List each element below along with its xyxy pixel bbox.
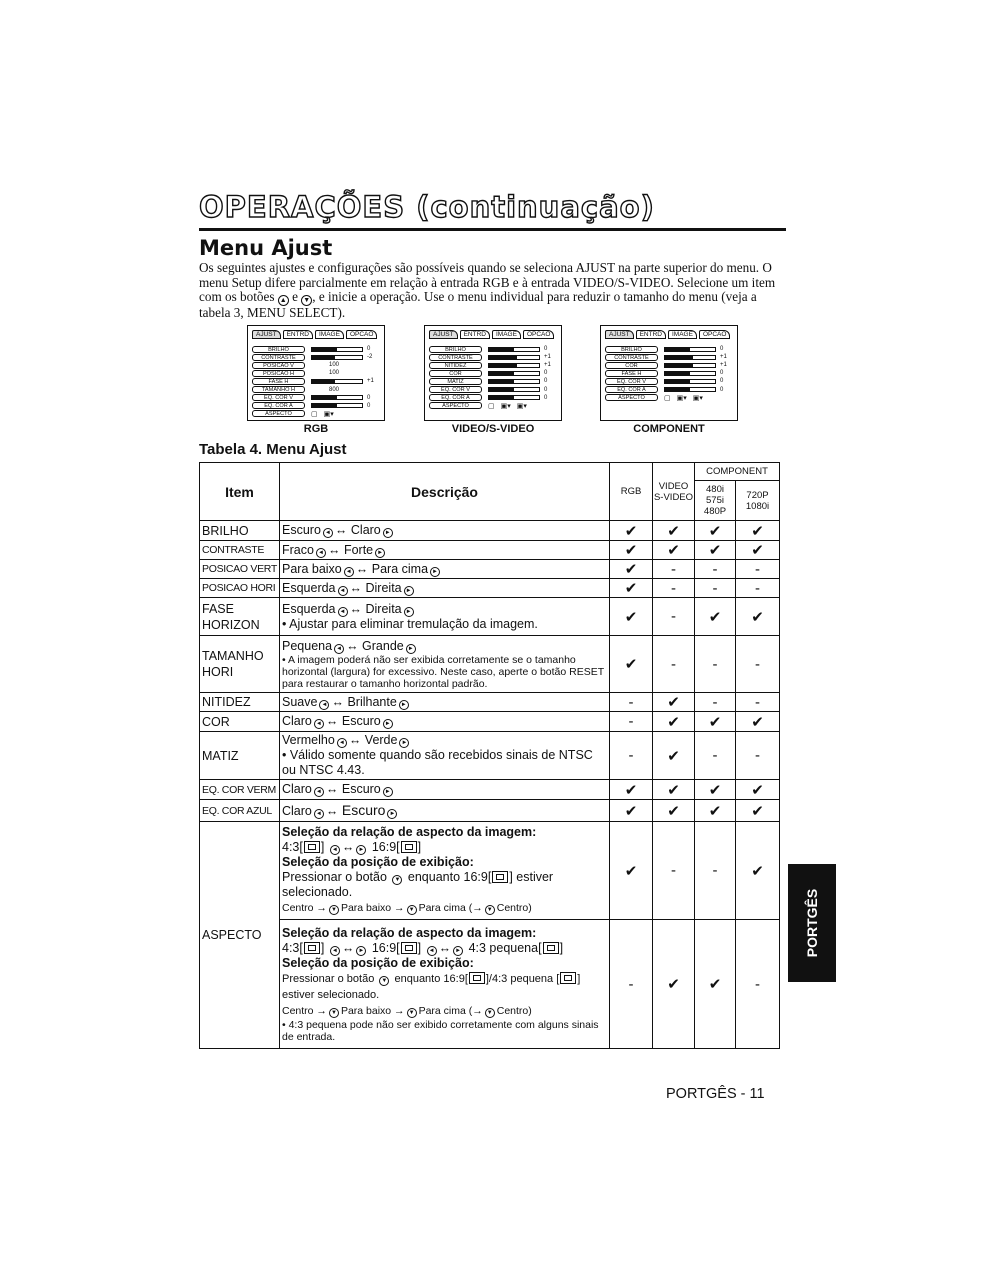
- menu-screen-row: [252, 369, 339, 377]
- check-mark: ✔: [610, 780, 653, 800]
- dash-mark: -: [653, 579, 695, 598]
- dash-mark: -: [736, 693, 780, 712]
- title-rule: [199, 228, 786, 231]
- menu-screen-value: +1: [720, 354, 727, 361]
- page-title: OPERAÇÕES (continuação): [199, 190, 655, 224]
- intro-paragraph: [199, 261, 789, 321]
- menu-screen-value: 0: [544, 346, 548, 352]
- menu-screen-row: [429, 361, 551, 369]
- menu-screen-row: [605, 369, 723, 377]
- menu-screen-tab: ENTRD: [636, 330, 666, 339]
- menu-screen-bar: [488, 355, 540, 360]
- row-item: FASE HORIZON: [200, 598, 280, 636]
- menu-screen-label: EQ. COR V: [252, 394, 305, 401]
- dash-mark: -: [736, 732, 780, 780]
- aspect-icon: ▢: [311, 410, 318, 418]
- dash-mark: -: [736, 636, 780, 693]
- menu-screen-value: -2: [367, 354, 373, 361]
- table-row: [200, 732, 780, 780]
- check-mark: ✔: [695, 541, 736, 560]
- check-mark: ✔: [653, 712, 695, 732]
- menu-screen-value: 0: [720, 370, 724, 377]
- menu-screen-value: 0: [720, 386, 724, 393]
- menu-screen-bar: [311, 403, 363, 408]
- menu-screen-label: COR: [605, 362, 658, 369]
- menu-screen-row: [605, 361, 727, 369]
- table-row: [200, 579, 780, 598]
- menu-screen-label: POSICAO V: [252, 362, 305, 369]
- dash-mark: -: [653, 598, 695, 636]
- menu-screen-bar: [311, 347, 363, 352]
- menu-screen-bar: [488, 379, 540, 384]
- dash-mark: -: [695, 732, 736, 780]
- menu-screen-row: [429, 377, 547, 385]
- menu-screen-value: 800: [329, 386, 340, 393]
- menu-screen-label: CONTRASTE: [252, 354, 305, 361]
- menu-screen-row: [252, 386, 339, 394]
- menu-screen-tab: ENTRD: [283, 330, 313, 339]
- dash-mark: -: [610, 693, 653, 712]
- menu-screen-label: EQ. COR A: [252, 402, 305, 409]
- dash-mark: -: [695, 560, 736, 579]
- row-description: Seleção da relação de aspecto da imagem: 4:3[ ] ◄ ↔ ► 16:9[ ] ◄ ↔ ► 4:3 pequena[ ] Seleção da posição de exibição: Pressionar o botão ▼ enquanto 16:9[ ]/4:3 pequena [ ] estiver selecionado. Centro → ▼ Para baixo → ▼ Para cima (→ ▼ Centro) • 4:3 pequena pode não ser exibido corretamente com alguns sinais de entrada.: [280, 920, 610, 1049]
- check-mark: ✔: [610, 541, 653, 560]
- menu-screen-row: [252, 361, 339, 369]
- menu-screen-value: +1: [544, 362, 551, 369]
- check-mark: ✔: [610, 800, 653, 822]
- aspect-icon: ▣▾: [323, 410, 334, 418]
- aspect-icon: ▣▾: [692, 394, 703, 402]
- row-description: Claro ◄ ↔ Escuro ►: [280, 800, 610, 822]
- header-rgb: RGB: [610, 463, 653, 521]
- menu-screen-bar: [488, 371, 540, 376]
- check-mark: ✔: [736, 598, 780, 636]
- menu-screen-label: BRILHO: [605, 346, 658, 353]
- menu-screen-label: NITIDEZ: [429, 362, 482, 369]
- menu-screen-caption: COMPONENT: [633, 423, 705, 435]
- menu-screen-row: [429, 353, 551, 361]
- menu-screen-row: [429, 369, 547, 377]
- intro-text-2: e: [292, 289, 298, 305]
- check-mark: ✔: [695, 598, 736, 636]
- header-component-720p: 720P 1080i: [736, 481, 780, 521]
- menu-screen-bar: [664, 379, 716, 384]
- menu-screen-bar: [664, 355, 716, 360]
- check-mark: ✔: [653, 780, 695, 800]
- table-row: [200, 598, 780, 636]
- row-description: Seleção da relação de aspecto da imagem: 4:3[ ] ◄ ↔ ► 16:9[ ] Seleção da posição de exibição: Pressionar o botão ▼ enquanto 16:9[ ] estiver selecionado. Centro → ▼ Para baixo → ▼ Para cima (→ ▼ Centro): [280, 822, 610, 920]
- section-heading: Menu Ajust: [199, 236, 333, 260]
- row-description: Fraco ◄ ↔ Forte ►: [280, 541, 610, 560]
- menu-screen-label: FASE H: [252, 378, 305, 385]
- menu-screen-label: MATIZ: [429, 378, 482, 385]
- menu-screen-tab: OPCAO: [523, 330, 554, 339]
- menu-screen-row: [605, 345, 723, 353]
- menu-screen-value: 0: [720, 346, 724, 352]
- row-description: Claro ◄ ↔ Escuro ►: [280, 780, 610, 800]
- menu-screen-label: ASPECTO: [429, 402, 482, 409]
- check-mark: ✔: [695, 521, 736, 541]
- menu-screen-label: CONTRASTE: [605, 354, 658, 361]
- menu-screen-label: EQ. COR V: [429, 386, 482, 393]
- row-item: EQ. COR VERM: [200, 780, 280, 800]
- menu-screen-label: ASPECTO: [252, 410, 305, 417]
- check-mark: ✔: [653, 732, 695, 780]
- menu-screen-value: 0: [544, 386, 548, 393]
- language-side-tab: PORTGÊS: [788, 864, 836, 982]
- check-mark: ✔: [736, 800, 780, 822]
- dash-mark: -: [653, 560, 695, 579]
- menu-screen-tab: ENTRD: [460, 330, 490, 339]
- menu-screen-label: BRILHO: [252, 346, 305, 353]
- row-item: POSICAO HORI: [200, 579, 280, 598]
- menu-screen-value: 0: [544, 394, 548, 401]
- up-button-icon: ▲: [278, 295, 289, 306]
- page-footer: PORTGÊS - 11: [666, 1086, 765, 1102]
- menu-screen-value: +1: [544, 354, 551, 361]
- menu-screen-row: [252, 345, 370, 353]
- menu-screen: [247, 325, 385, 421]
- check-mark: ✔: [736, 521, 780, 541]
- menu-screen-row: [605, 394, 703, 402]
- menu-screen-tab: IMAGE: [492, 330, 521, 339]
- row-description: Esquerda ◄ ↔ Direita ►: [280, 579, 610, 598]
- aspect-icon: ▣▾: [676, 394, 687, 402]
- table-row: [200, 712, 780, 732]
- menu-screen-label: EQ. COR A: [605, 386, 658, 393]
- row-item: CONTRASTE: [200, 541, 280, 560]
- menu-screen-tab: IMAGE: [315, 330, 344, 339]
- menu-screen-value: 100: [329, 362, 340, 369]
- table-row: [200, 636, 780, 693]
- check-mark: ✔: [736, 780, 780, 800]
- menu-screen-value: 0: [544, 370, 548, 377]
- menu-screen: [600, 325, 738, 421]
- menu-screen-bar: [311, 379, 363, 384]
- check-mark: ✔: [610, 636, 653, 693]
- check-mark: ✔: [736, 822, 780, 920]
- dash-mark: -: [695, 636, 736, 693]
- dash-mark: -: [610, 712, 653, 732]
- menu-screen-value: 0: [367, 394, 371, 401]
- menu-screen-row: [429, 402, 527, 410]
- menu-screen-row: [605, 353, 727, 361]
- menu-screen-row: [605, 377, 723, 385]
- table-row: [200, 800, 780, 822]
- menu-screen-value: 100: [329, 370, 340, 377]
- menu-screen-row: [429, 345, 547, 353]
- menu-screen-bar: [488, 387, 540, 392]
- check-mark: ✔: [610, 521, 653, 541]
- dash-mark: -: [653, 636, 695, 693]
- table-row: [200, 920, 780, 1049]
- menu-screen-row: [429, 386, 547, 394]
- table-row: [200, 822, 780, 920]
- menu-screen-tab: OPCAO: [699, 330, 730, 339]
- header-item: Item: [200, 463, 280, 521]
- check-mark: ✔: [610, 560, 653, 579]
- table-caption: Tabela 4. Menu Ajust: [199, 441, 347, 458]
- row-item: POSICAO VERT: [200, 560, 280, 579]
- row-description: Pequena ◄ ↔ Grande ► • A imagem poderá não ser exibida corretamente se o tamanho horizontal (largura) for excessivo. Neste caso, aperte o botão RESET para restaurar o tamanho horizontal padrão.: [280, 636, 610, 693]
- menu-screen-label: FASE H: [605, 370, 658, 377]
- row-description: Esquerda ◄ ↔ Direita ► • Ajustar para eliminar tremulação da imagem.: [280, 598, 610, 636]
- menu-screen-value: 0: [544, 378, 548, 385]
- menu-screen-bar: [311, 395, 363, 400]
- dash-mark: -: [653, 822, 695, 920]
- row-item: EQ. COR AZUL: [200, 800, 280, 822]
- menu-screen: [424, 325, 562, 421]
- dash-mark: -: [695, 579, 736, 598]
- menu-ajust-table: [199, 462, 780, 1049]
- menu-screen-tab: IMAGE: [668, 330, 697, 339]
- row-item: BRILHO: [200, 521, 280, 541]
- menu-screen-row: [252, 377, 374, 385]
- check-mark: ✔: [610, 579, 653, 598]
- menu-screen-value: 0: [720, 378, 724, 385]
- menu-screen-bar: [488, 363, 540, 368]
- check-mark: ✔: [653, 800, 695, 822]
- dash-mark: -: [736, 920, 780, 1049]
- header-component: COMPONENT: [695, 463, 780, 481]
- dash-mark: -: [736, 579, 780, 598]
- dash-mark: -: [695, 822, 736, 920]
- down-button-icon: ▼: [301, 295, 312, 306]
- row-item: TAMANHO HORI: [200, 636, 280, 693]
- row-description: Vermelho ◄ ↔ Verde ► • Válido somente quando são recebidos sinais de NTSC ou NTSC 4.43.: [280, 732, 610, 780]
- check-mark: ✔: [736, 541, 780, 560]
- menu-screen-caption: VIDEO/S-VIDEO: [451, 423, 535, 435]
- menu-screen-row: [252, 394, 370, 402]
- row-description: Para baixo ◄ ↔ Para cima ►: [280, 560, 610, 579]
- table-row: [200, 693, 780, 712]
- table-row: [200, 560, 780, 579]
- menu-screen-row: [252, 410, 334, 418]
- menu-screen-tab: OPCAO: [346, 330, 377, 339]
- menu-screen-label: COR: [429, 370, 482, 377]
- dash-mark: -: [610, 920, 653, 1049]
- header-description: Descrição: [280, 463, 610, 521]
- dash-mark: -: [695, 693, 736, 712]
- aspect-icon: ▢: [664, 394, 671, 402]
- check-mark: ✔: [695, 800, 736, 822]
- check-mark: ✔: [653, 521, 695, 541]
- menu-screen-label: TAMANHO H: [252, 386, 305, 393]
- menu-screen-row: [252, 353, 372, 361]
- check-mark: ✔: [695, 780, 736, 800]
- menu-screen-row: [605, 386, 723, 394]
- menu-screen-value: 0: [367, 402, 371, 409]
- menu-screen-bar: [488, 347, 540, 352]
- menu-screen-value: +1: [367, 378, 374, 385]
- menu-screen-tab: AJUST: [605, 330, 634, 339]
- menu-screen-label: BRILHO: [429, 346, 482, 353]
- row-item: ASPECTO: [200, 822, 280, 1049]
- aspect-icon: ▣▾: [500, 402, 511, 410]
- intro-text-1: Os seguintes ajustes e configurações são possíveis quando se seleciona AJUST na parte superior do menu. O menu Setup difere parcialmente em relação à entrada RGB e à entrada VIDEO/S-VIDEO. Selecione um item com os botões: [199, 260, 776, 305]
- row-item: NITIDEZ: [200, 693, 280, 712]
- aspect-icon: ▢: [488, 402, 495, 410]
- menu-screen-label: EQ. COR A: [429, 394, 482, 401]
- menu-screen-value: 0: [367, 346, 371, 352]
- intro-text-3: , e inicie a operação. Use o menu individual para reduzir o tamanho do menu (veja a tabela 3, MENU SELECT).: [199, 289, 757, 321]
- menu-screen-label: ASPECTO: [605, 394, 658, 401]
- menu-screen-label: EQ. COR V: [605, 378, 658, 385]
- menu-screen-caption: RGB: [303, 423, 329, 435]
- table-row: [200, 521, 780, 541]
- menu-screen-row: [429, 394, 547, 402]
- menu-screen-label: CONTRASTE: [429, 354, 482, 361]
- check-mark: ✔: [610, 598, 653, 636]
- check-mark: ✔: [653, 920, 695, 1049]
- menu-screen-tab: AJUST: [252, 330, 281, 339]
- row-description: Claro ◄ ↔ Escuro ►: [280, 712, 610, 732]
- check-mark: ✔: [695, 920, 736, 1049]
- menu-screen-bar: [664, 347, 716, 352]
- check-mark: ✔: [736, 712, 780, 732]
- menu-screen-row: [252, 402, 370, 410]
- dash-mark: -: [610, 732, 653, 780]
- table-row: [200, 780, 780, 800]
- menu-screen-bar: [311, 355, 363, 360]
- check-mark: ✔: [653, 541, 695, 560]
- header-video: VIDEO S-VIDEO: [653, 463, 695, 521]
- aspect-icon: ▣▾: [516, 402, 527, 410]
- table-row: [200, 541, 780, 560]
- check-mark: ✔: [653, 693, 695, 712]
- menu-screen-value: +1: [720, 362, 727, 369]
- row-item: COR: [200, 712, 280, 732]
- header-component-480i: 480i 575i 480P: [695, 481, 736, 521]
- row-description: Escuro ◄ ↔ Claro ►: [280, 521, 610, 541]
- menu-screen-bar: [664, 363, 716, 368]
- menu-screen-tab: AJUST: [429, 330, 458, 339]
- menu-screen-label: POSICAO H: [252, 370, 305, 377]
- check-mark: ✔: [610, 822, 653, 920]
- menu-screen-bar: [664, 371, 716, 376]
- row-item: MATIZ: [200, 732, 280, 780]
- row-description: Suave ◄ ↔ Brilhante ►: [280, 693, 610, 712]
- dash-mark: -: [736, 560, 780, 579]
- menu-screen-bar: [664, 387, 716, 392]
- menu-screen-bar: [488, 395, 540, 400]
- check-mark: ✔: [695, 712, 736, 732]
